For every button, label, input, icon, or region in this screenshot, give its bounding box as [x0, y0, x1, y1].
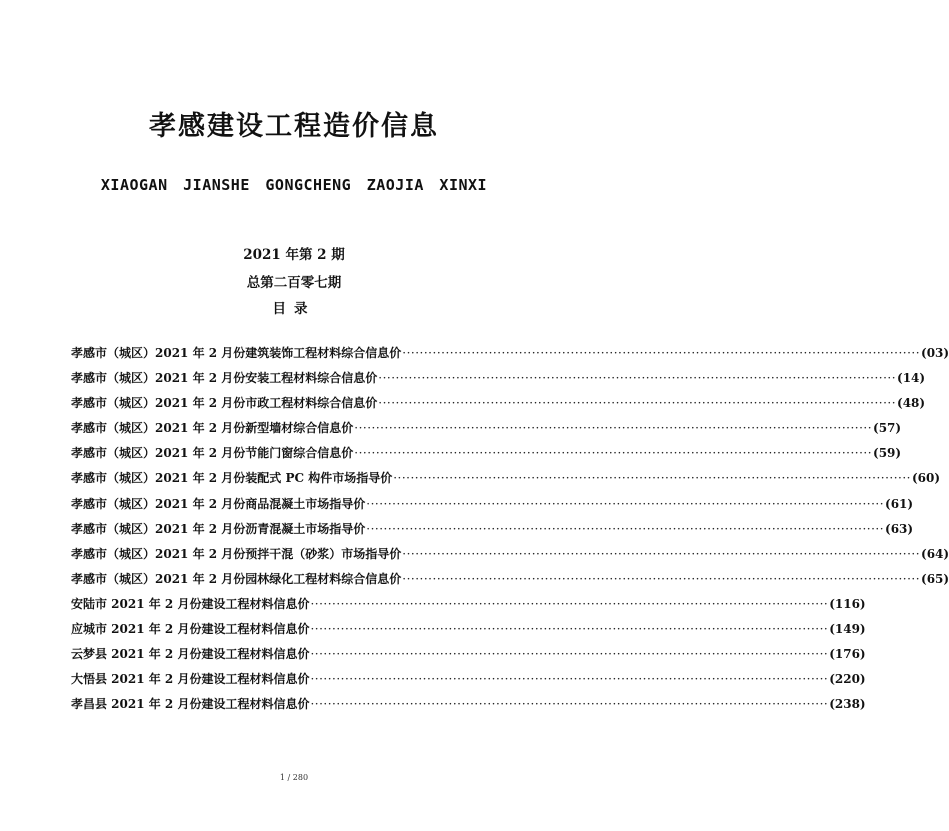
- toc-entry[interactable]: [71, 545, 949, 570]
- toc-entry-title: 孝感市（城区）2021 年 2 月份商品混凝土市场指导价: [71, 496, 366, 511]
- toc-entry-title: 孝感市（城区）2021 年 2 月份市政工程材料综合信息价: [71, 396, 378, 411]
- toc-entry-page: (116): [829, 596, 866, 611]
- toc-leader-dots: ························································································································: [310, 672, 829, 687]
- toc-entry[interactable]: [71, 444, 902, 469]
- toc-entry[interactable]: [71, 419, 902, 444]
- toc-entry-title: 应城市 2021 年 2 月份建设工程材料信息价: [71, 622, 310, 637]
- toc-entry-title: 孝感市（城区）2021 年 2 月份装配式 PC 构件市场指导价: [71, 471, 393, 486]
- toc-leader-dots: ························································································································: [310, 622, 829, 637]
- toc-entry-page: (48): [897, 396, 926, 411]
- issue-number: 2021 年第 2 期: [243, 247, 345, 263]
- toc-entry[interactable]: [71, 344, 949, 369]
- toc-entry[interactable]: [71, 620, 866, 645]
- toc-leader-dots: ························································································································: [402, 346, 921, 360]
- toc-entry-page: (65): [921, 571, 949, 586]
- toc-entry-title: 安陆市 2021 年 2 月份建设工程材料信息价: [71, 596, 310, 611]
- toc-entry-page: (03): [921, 346, 949, 360]
- toc-leader-dots: ························································································································: [354, 421, 873, 436]
- toc-leader-dots: ························································································································: [393, 471, 911, 486]
- toc-entry-page: (220): [829, 672, 866, 687]
- toc-leader-dots: ························································································································: [310, 647, 829, 662]
- total-issue-number: 总第二百零七期: [246, 275, 342, 291]
- toc-entry-title: 孝感市（城区）2021 年 2 月份安装工程材料综合信息价: [71, 371, 378, 386]
- toc-entry-page: (59): [873, 446, 902, 461]
- toc-entry[interactable]: [71, 495, 914, 520]
- toc-leader-dots: ························································································································: [366, 521, 885, 536]
- toc-entry[interactable]: [71, 394, 926, 419]
- toc-entry-title: 云梦县 2021 年 2 月份建设工程材料信息价: [71, 647, 310, 662]
- toc-entry-title: 孝昌县 2021 年 2 月份建设工程材料信息价: [71, 697, 310, 712]
- toc-entry-title: 孝感市（城区）2021 年 2 月份园林绿化工程材料综合信息价: [71, 571, 402, 586]
- toc-entry-page: (61): [885, 496, 914, 511]
- toc-entry-title: 孝感市（城区）2021 年 2 月份建筑装饰工程材料综合信息价: [71, 346, 402, 360]
- toc-entry[interactable]: [71, 670, 866, 695]
- toc-entry-page: (64): [921, 546, 949, 561]
- toc-leader-dots: ························································································································: [310, 697, 829, 712]
- toc-entry-page: (238): [829, 697, 866, 712]
- toc-entry[interactable]: [71, 469, 941, 494]
- toc-entry-page: (176): [829, 647, 866, 662]
- toc-entry-page: (14): [897, 371, 926, 386]
- toc-entry-page: (149): [829, 622, 866, 637]
- toc-entry-title: 孝感市（城区）2021 年 2 月份新型墙材综合信息价: [71, 421, 354, 436]
- toc-leader-dots: ························································································································: [402, 546, 921, 561]
- toc-leader-dots: ························································································································: [378, 371, 897, 386]
- toc-entry-title: 孝感市（城区）2021 年 2 月份预拌干混（砂浆）市场指导价: [71, 546, 402, 561]
- toc-entry[interactable]: [71, 520, 914, 545]
- toc-entry[interactable]: [71, 369, 926, 394]
- page-indicator: 1 / 280: [279, 773, 309, 782]
- toc-entry[interactable]: [71, 570, 949, 595]
- toc-entry-page: (63): [885, 521, 914, 536]
- contents-heading: 目录: [272, 301, 316, 317]
- toc-entry[interactable]: [71, 645, 866, 670]
- toc-entry-page: (60): [911, 471, 941, 486]
- toc-entry-title: 大悟县 2021 年 2 月份建设工程材料信息价: [71, 672, 310, 687]
- toc-entry-title: 孝感市（城区）2021 年 2 月份节能门窗综合信息价: [71, 446, 354, 461]
- document-subtitle-pinyin: XIAOGAN JIANSHE GONGCHENG ZAOJIA XINXI: [100, 176, 488, 194]
- toc-leader-dots: ························································································································: [402, 571, 921, 586]
- toc-entry[interactable]: [71, 595, 866, 620]
- toc-leader-dots: ························································································································: [378, 396, 897, 411]
- toc-entry-title: 孝感市（城区）2021 年 2 月份沥青混凝土市场指导价: [71, 521, 366, 536]
- toc-leader-dots: ························································································································: [310, 596, 829, 611]
- document-title: 孝感建设工程造价信息: [149, 111, 439, 142]
- toc-leader-dots: ························································································································: [366, 496, 885, 511]
- toc-entry[interactable]: [71, 695, 866, 720]
- table-of-contents: [71, 344, 949, 720]
- toc-leader-dots: ························································································································: [354, 446, 873, 461]
- toc-entry-page: (57): [873, 421, 902, 436]
